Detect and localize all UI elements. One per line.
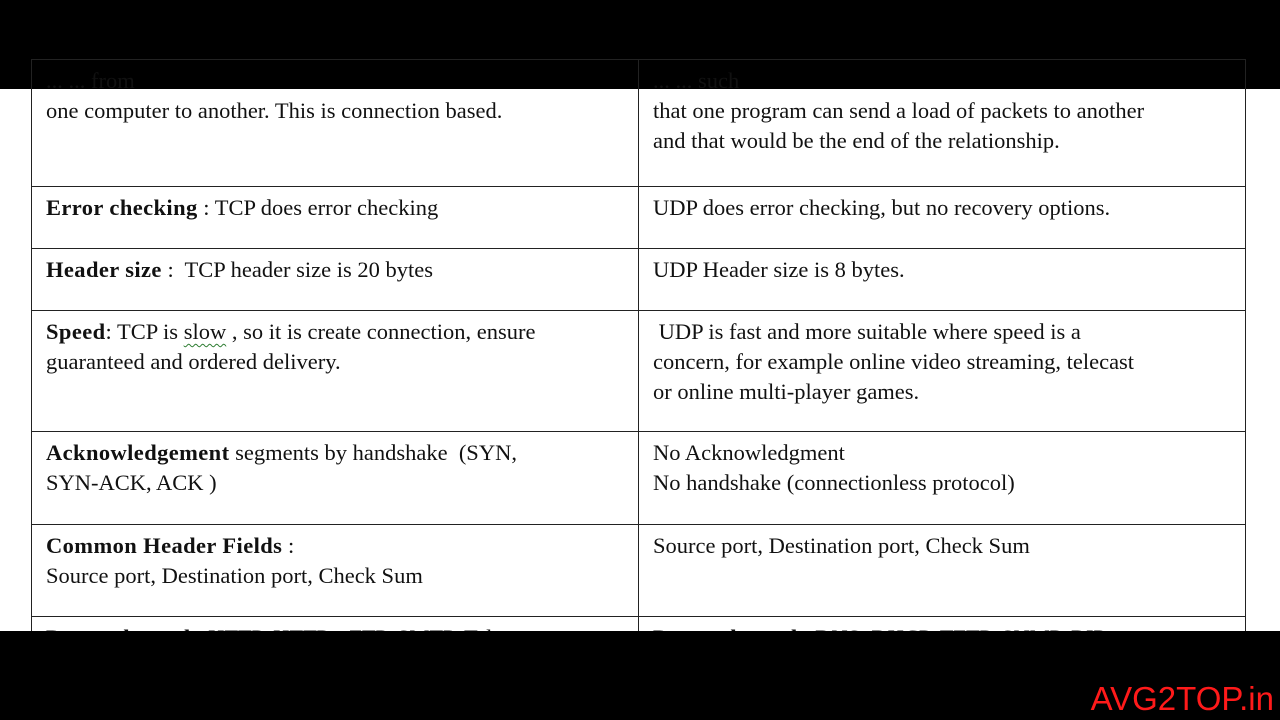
row-label: Header size (46, 257, 162, 282)
tcp-text: segments by handshake (SYN, (229, 440, 517, 465)
tcp-text: : TCP header size is 20 bytes (161, 257, 434, 282)
table-row (32, 311, 1246, 432)
bottom-letterbox (0, 631, 1280, 720)
row-label: Error checking (46, 195, 198, 220)
udp-cell (639, 249, 1246, 311)
udp-line: No Acknowledgment (653, 440, 845, 465)
tcp-line: Source port, Destination port, Check Sum (46, 563, 423, 588)
tcp-line: ... ... from (46, 68, 135, 93)
tcp-cell (32, 187, 639, 249)
tcp-cell (32, 525, 639, 617)
tcp-cell (32, 311, 639, 432)
tcp-cell (32, 432, 639, 525)
table-row (32, 432, 1246, 525)
spellcheck-flagged-word: slow (183, 319, 227, 344)
udp-cell (639, 525, 1246, 617)
tcp-text: : (282, 533, 295, 558)
udp-line: UDP is fast and more suitable where speed is a (653, 319, 1081, 344)
row-label: Common Header Fields (46, 533, 283, 558)
udp-text: UDP does error checking, but no recovery options. (653, 195, 1111, 220)
row-label: Acknowledgement (46, 440, 230, 465)
table-row (32, 60, 1246, 187)
udp-line: concern, for example online video streaming, telecast (653, 349, 1135, 374)
tcp-line: SYN-ACK, ACK ) (46, 470, 217, 495)
tcp-udp-comparison-table (31, 59, 1246, 687)
row-label: Speed (46, 319, 106, 344)
udp-line: that one program can send a load of packets to another (653, 98, 1145, 123)
tcp-text: : TCP does error checking (197, 195, 439, 220)
tcp-text: , so it is create connection, ensure (226, 319, 536, 344)
table-row (32, 525, 1246, 617)
udp-cell (639, 311, 1246, 432)
udp-cell (639, 187, 1246, 249)
udp-text: Source port, Destination port, Check Sum (653, 533, 1030, 558)
udp-line: No handshake (connectionless protocol) (653, 470, 1015, 495)
udp-line: and that would be the end of the relationship. (653, 128, 1060, 153)
document-page (0, 68, 1280, 631)
watermark: AVG2TOP.in (1090, 680, 1274, 717)
tcp-line: one computer to another. This is connection based. (46, 98, 503, 123)
udp-line: or online multi-player games. (653, 379, 920, 404)
tcp-cell (32, 60, 639, 187)
table-row (32, 249, 1246, 311)
tcp-line: guaranteed and ordered delivery. (46, 349, 341, 374)
udp-text: UDP Header size is 8 bytes. (653, 257, 905, 282)
tcp-text: : TCP is (105, 319, 184, 344)
table-row (32, 187, 1246, 249)
udp-line: ... ... such (653, 68, 740, 93)
udp-cell (639, 432, 1246, 525)
tcp-cell (32, 249, 639, 311)
udp-cell (639, 60, 1246, 187)
